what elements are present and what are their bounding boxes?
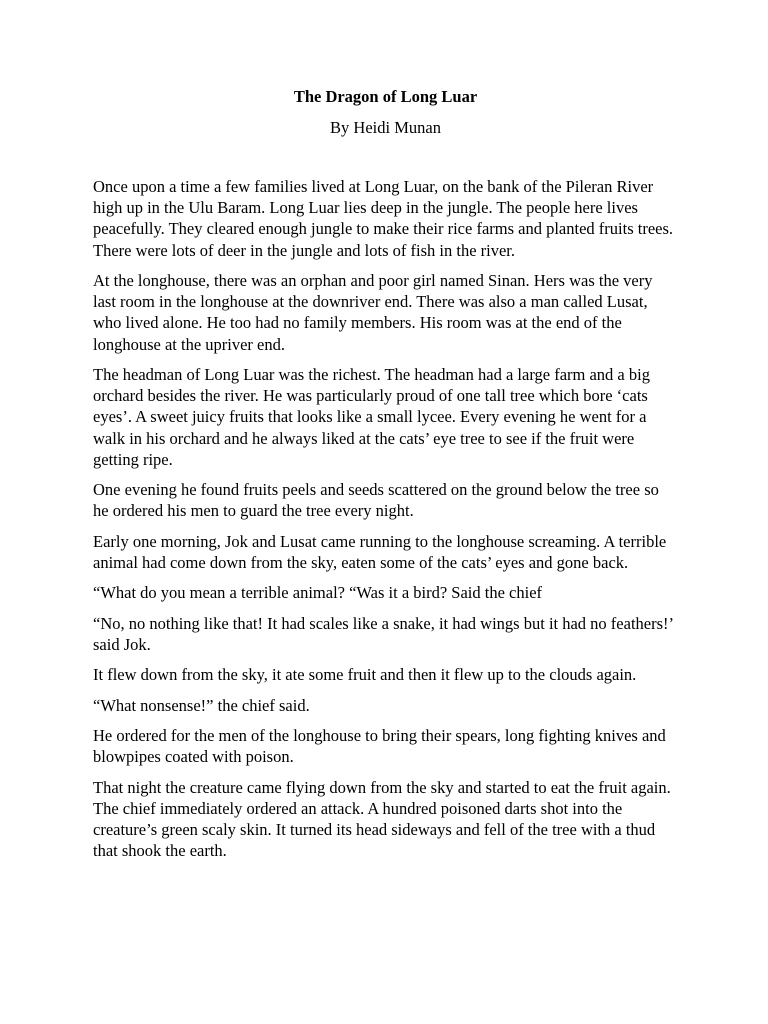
paragraph-4: One evening he found fruits peels and seeds scattered on the ground below the tree so he ordered his men to guard the tree every night. (93, 480, 659, 521)
paragraph-10: He ordered for the men of the longhouse to bring their spears, long fighting knives and blowpipes coated with poison. (93, 726, 666, 767)
document-title: The Dragon of Long Luar (293, 87, 478, 106)
paragraph-1: Once upon a time a few families lived at Long Luar, on the bank of the Pileran River high up in the Ulu Baram. Long Luar lies deep in the jungle. The people here lives peacefully. They cleared enough jungle to make their rice farms and planted fruits trees. There were lots of deer in the jungle and lots of fish in the river. (93, 177, 674, 260)
document-author: By Heidi Munan (330, 118, 441, 137)
paragraph-2: At the longhouse, there was an orphan and poor girl named Sinan. Hers was the very last room in the longhouse at the downriver end. There was also a man called Lusat, who lived alone. He too had no family members. His room was at the end of the longhouse at the upriver end. (93, 271, 653, 354)
document-page (93, 86, 678, 871)
paragraph-8: It flew down from the sky, it ate some fruit and then it flew up to the clouds again. (93, 665, 637, 685)
paragraph-6: “What do you mean a terrible animal? “Was it a bird? Said the chief (93, 583, 543, 603)
paragraph-3: The headman of Long Luar was the richest. The headman had a large farm and a big orchard besides the river. He was particularly proud of one tall tree which bore ‘cats eyes’. A sweet juicy fruits that looks like a small lycee. Every evening he went for a walk in his orchard and he always liked at the cats’ eye tree to see if the fruit were getting ripe. (93, 365, 650, 469)
paragraph-5: Early one morning, Jok and Lusat came running to the longhouse screaming. A terrible animal had come down from the sky, eaten some of the cats’ eyes and gone back. (93, 531, 667, 572)
paragraph-7: “No, no nothing like that! It had scales like a snake, it had wings but it had no feathers!’ said Jok. (93, 613, 673, 654)
paragraph-11: That night the creature came flying down from the sky and started to eat the fruit again. The chief immediately ordered an attack. A hundred poisoned darts shot into the creature’s green scaly skin. It turned its head sideways and fell of the tree with a thud that shook the earth. (93, 777, 671, 861)
paragraph-9: “What nonsense!” the chief said. (93, 695, 310, 715)
